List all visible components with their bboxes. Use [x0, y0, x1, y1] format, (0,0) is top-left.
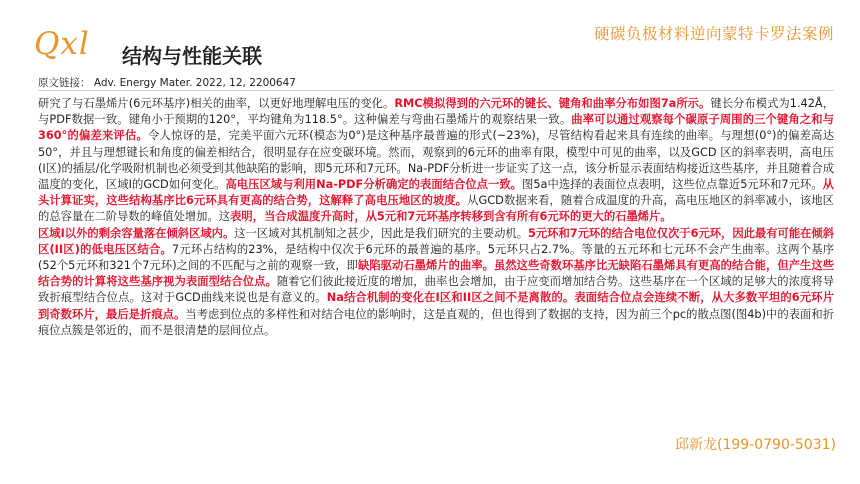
text-segment: 键长分布模式为1.42Å，与PDF数据一致。键角小于预期的120°，平均键角为118.5°。这种偏差与弯曲石墨烯片的观察结果一致。 — [38, 97, 834, 127]
text-segment: 这一区域对其机制知之甚少，因此是我们研究的主要动机。 — [234, 226, 528, 240]
highlight-segment: 缺陷驱动石墨烯片的曲率。虽然这些奇数环基序比无缺陷石墨烯具有更高的结合能，但产生这些结合势的计算将这些基序视为表面型结合位点。 — [38, 259, 834, 289]
divider — [38, 90, 834, 91]
highlight-segment: 区域I以外的剩余容量落在倾斜区域内。 — [38, 226, 235, 240]
logo-text: Qxl — [34, 26, 90, 62]
highlight-segment: RMC模拟得到的六元环的键长、键角和曲率分布如图7a所示。 — [394, 97, 711, 110]
text-segment: 当考虑到位点的多样性和对结合电位的影响时，这是直观的，但也得到了数据的支持，因为前三个pc的散点图(图4b)中的表面和折痕位点簇是邻近的，而不是很清楚的层间位点。 — [38, 307, 834, 337]
page-title: 结构与性能关联 — [122, 44, 262, 68]
logo — [34, 22, 114, 66]
highlight-segment: 曲率可以通过观察每个碳原子周围的三个键角之和与360°的偏差来评估。 — [38, 113, 834, 143]
text-segment: 图5a中选择的表面位点表明，这些位点靠近5元环和7元环。 — [522, 178, 823, 192]
text-segment: 令人惊讶的是，完美平面六元环(模态为0°)是这种基序最普遍的形式(~23%)，尽管结构看起来具有连续的曲率。与理想(0°)的偏差高达50°，并且与理想键长和角度的偏差相结合，很明显存在应变碳环境。然而，观察到的6元环的曲率有限，模型中可见的曲率，以及GCD 区的斜率表明，高电压(I区)的插层/化学吸附机制也必须受到其他缺陷的影响，即5元环和7元环。Na-PDF分析进一步证实了这一点，该分析显示表面结构接近这些基序，并且随着合成温度的变化，区域I的GCD如何变化。 — [38, 129, 834, 192]
highlight-segment: 从头计算证实，这些结构基序比6元环具有更高的结合势，这解释了高电压地区的坡度。 — [38, 178, 834, 208]
body-paragraph — [38, 96, 834, 339]
header-subtitle: 硬碳负极材料逆向蒙特卡罗法案例 — [593, 25, 834, 43]
text-segment: 7元环占结构的23%，是结构中仅次于6元环的最普遍的基序。5元环只占2.7%。等量的五元环和七元环不会产生曲率。这两个基序(52个5元环和321个7元环)之间的不匹配与之前的观察一致，即 — [38, 242, 834, 273]
highlight-segment: 5元环和7元环的结合电位仅次于6元环，因此最有可能在倾斜区(II区)的低电压区结合。 — [38, 226, 835, 256]
text-segment: 随着它们彼此接近度的增加，曲率也会增加，由于应变而增加结合势。这些基序在一个区域的足够大的浓度将导致折痕型结合位点。这对于GCD曲线来说也是有意义的。 — [38, 275, 834, 305]
contact-info: 邱新龙(199-0790-5031) — [674, 437, 836, 453]
highlight-segment: 表明，当合成温度升高时，从5元和7元环基序转移到含有所有6元环的更大的石墨烯片。 — [230, 210, 672, 224]
highlight-segment: Na结合机制的变化在I区和II区之间不是离散的。表面结合位点会连续不断，从大多数平坦的6元环片到奇数环片，最后是折痕点。 — [38, 291, 834, 321]
text-segment: 从GCD数据来看，随着合成温度的升高，高电压地区的斜率减小，该地区的总容量在二阶导数的峰值处增加。这 — [38, 194, 834, 224]
highlight-segment: 高电压区域与利用Na-PDF分析确定的表面结合位点一致。 — [225, 178, 523, 192]
text-segment: 研究了与石墨烯片(6元环基序)相关的曲率，以更好地理解电压的变化。 — [38, 97, 395, 110]
source-link[interactable]: 原文链接： Adv. Energy Mater. 2022, 12, 2200647 — [38, 77, 296, 89]
